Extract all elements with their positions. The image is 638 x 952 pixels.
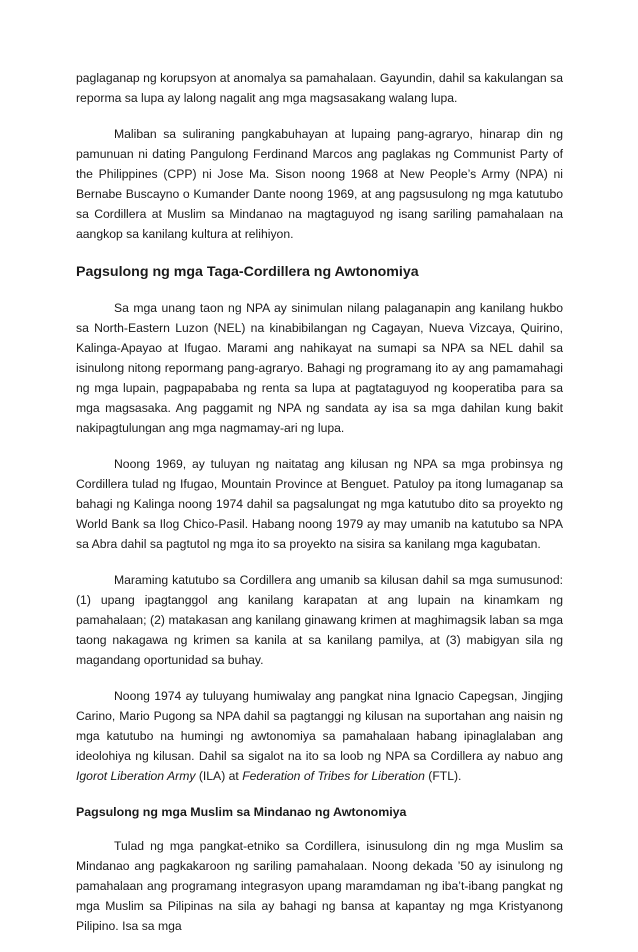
paragraph-intro: paglaganap ng korupsyon at anomalya sa pamahalaan. Gayundin, dahil sa kakulangan sa reporma sa lupa ay lalong nagalit ang mga magsasakang walang lupa.	[76, 71, 563, 105]
paragraph-mindanao: Tulad ng mga pangkat-etniko sa Cordillera, isinusulong din ng mga Muslim sa Mindanao ang pagkakaroon ng sariling pamahalaan. Noong dekada ’50 ay isinulong ng pamahalaan ang programang integrasyon upang maramdaman ng iba’t-ibang pangkat ng mga Muslim sa Pilipinas na sila ay bahagi ng bansa at kapantay ng mga Kristyanong Pilipino. Isa sa mga	[76, 839, 563, 933]
section-heading-cordillera: Pagsulong ng mga Taga-Cordillera ng Awtonomiya	[76, 264, 419, 280]
paragraph-reasons: Maraming katutubo sa Cordillera ang umanib sa kilusan dahil sa mga sumusunod: (1) upang ipagtanggol ang kanilang karapatan at ang lupain na kinamkam ng pamahalaan; (2) matakasan ang kanilang ginawang krimen at maghimagsik laban sa mga taong nakagawa ng krimen sa kanila at sa kanilang pamilya, at (3) mabigyan sila ng magandang oportunidad sa buhay.	[76, 573, 563, 667]
paragraph-marcos: Maliban sa suliraning pangkabuhayan at lupaing pang-agraryo, hinarap din ng pamunuan ni dating Pangulong Ferdinand Marcos ang paglakas ng Communist Party of the Philippines (CPP) ni Jose Ma. Sison noong 1968 at New People’s Army (NPA) ni Bernabe Buscayno o Kumander Dante noong 1969, at ang pagsusulong ng mga katutubo sa Cordillera at Muslim sa Mindanao na magtaguyod ng isang sariling pamahalaan na aangkop sa kanilang kultura at relihiyon.	[76, 127, 563, 241]
emphasis-ila: Igorot Liberation Army	[76, 769, 196, 783]
text-ila-1: Noong 1974 ay tuluyang humiwalay ang pangkat nina Ignacio Capegsan, Jingjing Carino, Mario Pugong sa NPA dahil sa pagtanggi ng kilusan na suportahan ang naisin ng mga katutubo na humingi ng awtonomiya sa pamahalaan habang ipinaglalaban ang ideolohiya ng kilusan. Dahil sa sigalot na ito sa loob ng NPA sa Cordillera ay nabuo ang	[76, 689, 563, 763]
document-page	[76, 68, 563, 952]
paragraph-ila-ftl	[76, 686, 563, 786]
emphasis-ftl: Federation of Tribes for Liberation	[242, 769, 425, 783]
text-ila-2: (ILA) at	[195, 769, 243, 783]
paragraph-npa-nel: Sa mga unang taon ng NPA ay sinimulan nilang palaganapin ang kanilang hukbo sa North-Eastern Luzon (NEL) na kinabibilangan ng Cagayan, Nueva Vizcaya, Quirino, Kalinga-Apayao at Ifugao. Marami ang nahikayat na sumapi sa NPA sa NEL dahil sa isinulong nitong repormang pang-agraryo. Bahagi ng programang ito ay ang pamamahagi ng mga lupain, pagpapababa ng renta sa lupa at pagtataguyod ng kooperatiba para sa mga magsasaka. Ang paggamit ng NPA ng sandata ay isa sa mga dahilan kung bakit nakipagtulungan ang mga nagmamay-ari ng lupa.	[76, 301, 563, 435]
text-ila-3: (FTL).	[424, 769, 462, 783]
paragraph-npa-cordillera: Noong 1969, ay tuluyan ng naitatag ang kilusan ng NPA sa mga probinsya ng Cordillera tulad ng Ifugao, Mountain Province at Benguet. Patuloy pa itong lumaganap sa bahagi ng Kalinga noong 1974 dahil sa pagsalungat ng mga katutubo dito sa proyekto ng World Bank sa Ilog Chico-Pasil. Habang noong 1979 ay may umanib na katutubo sa NPA sa Abra dahil sa pagtutol ng mga ito sa proyekto na sisira sa kanilang mga kagubatan.	[76, 457, 563, 551]
section-heading-mindanao: Pagsulong ng mga Muslim sa Mindanao ng Awtonomiya	[76, 805, 407, 819]
